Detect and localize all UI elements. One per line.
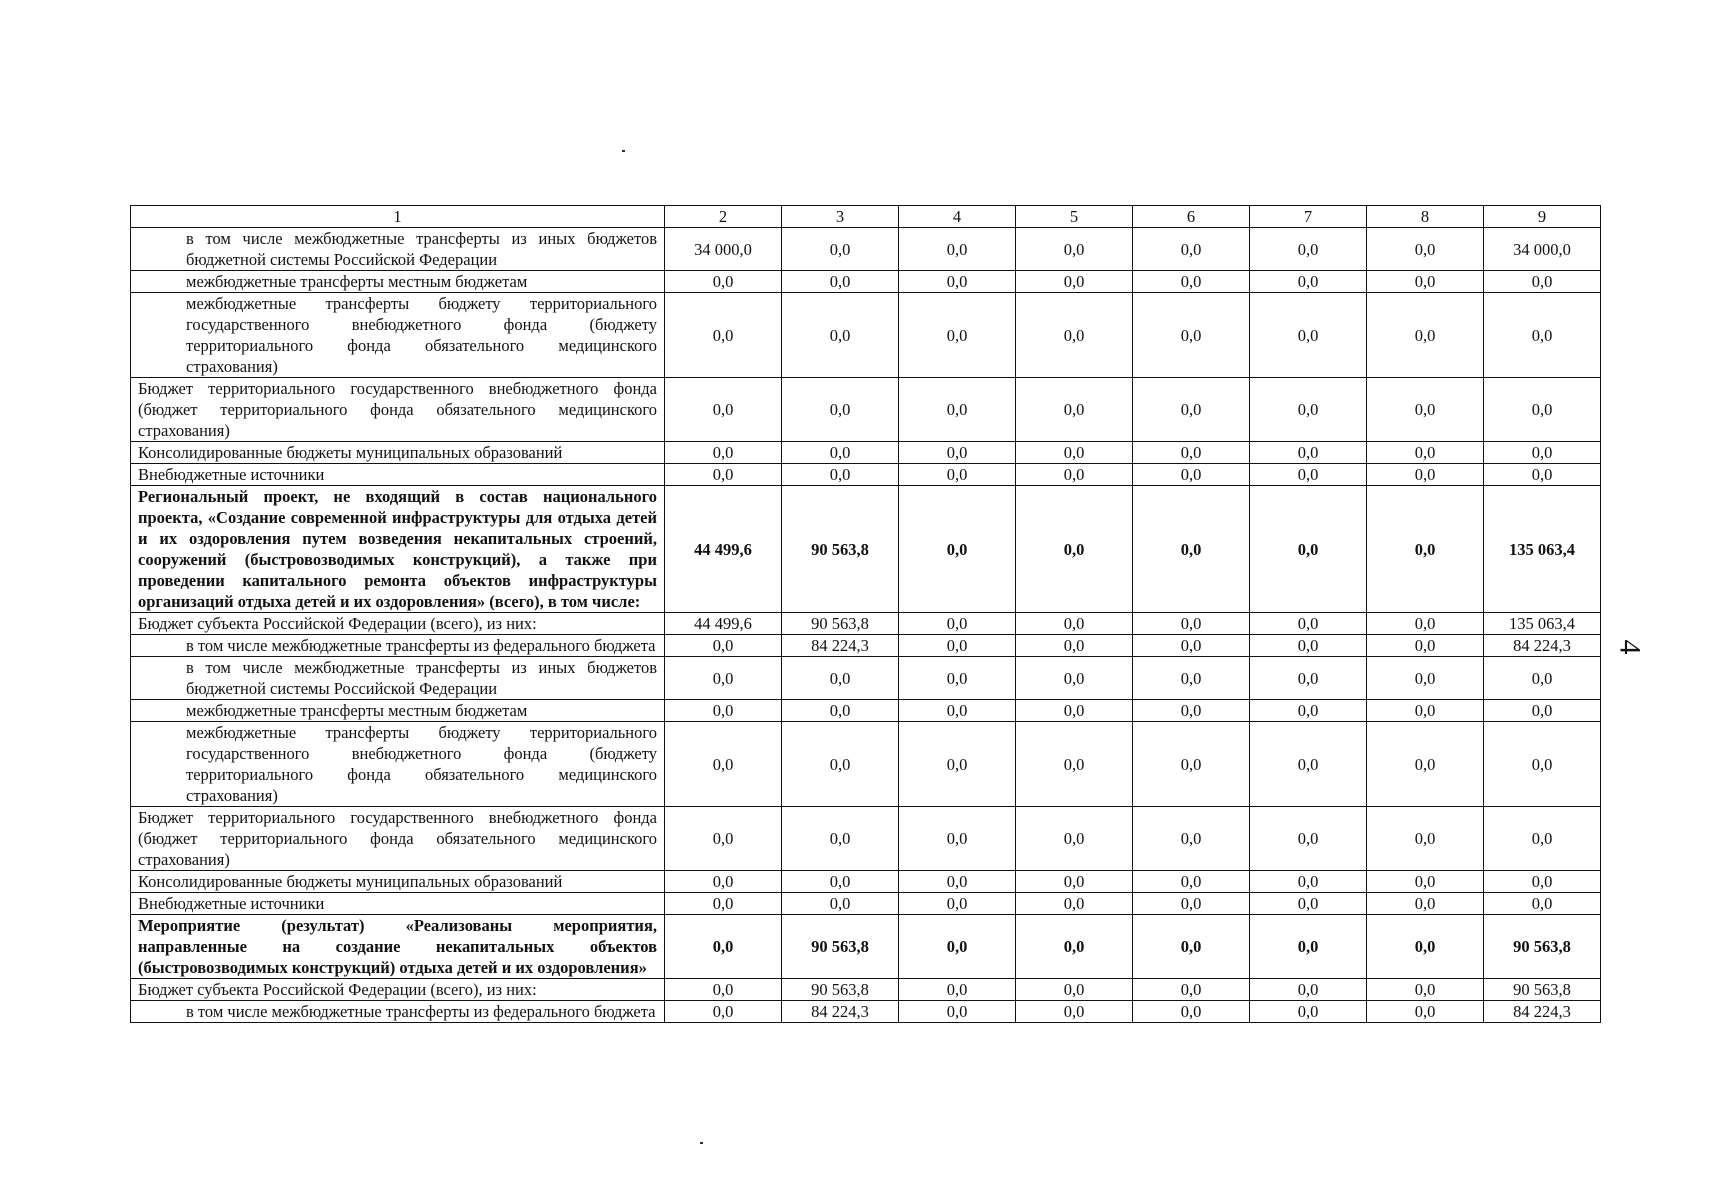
table-row	[131, 700, 1601, 722]
cell-value: 0,0	[1367, 228, 1484, 271]
cell-value: 0,0	[1016, 722, 1133, 807]
cell-value: 90 563,8	[1484, 979, 1601, 1001]
cell-value: 0,0	[1250, 871, 1367, 893]
cell-value: 0,0	[665, 635, 782, 657]
cell-value: 0,0	[1016, 893, 1133, 915]
cell-value: 0,0	[899, 915, 1016, 979]
cell-value: 0,0	[1016, 613, 1133, 635]
cell-value: 0,0	[1016, 442, 1133, 464]
cell-value: 0,0	[1484, 657, 1601, 700]
row-label: в том числе межбюджетные трансферты из федерального бюджета	[131, 1001, 665, 1023]
cell-value: 0,0	[1016, 293, 1133, 378]
table-row	[131, 464, 1601, 486]
table-row	[131, 722, 1601, 807]
column-header: 7	[1250, 206, 1367, 228]
cell-value: 0,0	[1367, 486, 1484, 613]
row-label: в том числе межбюджетные трансферты из иных бюджетов бюджетной системы Российской Федерации	[131, 228, 665, 271]
cell-value: 84 224,3	[782, 635, 899, 657]
table-body	[131, 206, 1601, 1023]
cell-value: 0,0	[1133, 293, 1250, 378]
cell-value: 0,0	[1367, 378, 1484, 442]
cell-value: 0,0	[899, 657, 1016, 700]
cell-value: 0,0	[899, 1001, 1016, 1023]
cell-value: 0,0	[1367, 464, 1484, 486]
row-label: Консолидированные бюджеты муниципальных образований	[131, 871, 665, 893]
cell-value: 0,0	[782, 871, 899, 893]
cell-value: 0,0	[1133, 378, 1250, 442]
column-header: 1	[131, 206, 665, 228]
cell-value: 0,0	[1250, 700, 1367, 722]
row-label: Бюджет субъекта Российской Федерации (всего), из них:	[131, 979, 665, 1001]
cell-value: 90 563,8	[782, 613, 899, 635]
cell-value: 135 063,4	[1484, 486, 1601, 613]
cell-value: 0,0	[1133, 635, 1250, 657]
column-header: 8	[1367, 206, 1484, 228]
table-row	[131, 871, 1601, 893]
row-label: Бюджет субъекта Российской Федерации (всего), из них:	[131, 613, 665, 635]
page-number: 4	[1613, 639, 1647, 655]
cell-value: 0,0	[1250, 464, 1367, 486]
cell-value: 0,0	[899, 700, 1016, 722]
cell-value: 0,0	[665, 293, 782, 378]
cell-value: 0,0	[782, 464, 899, 486]
cell-value: 0,0	[665, 442, 782, 464]
cell-value: 0,0	[1250, 979, 1367, 1001]
cell-value: 0,0	[1484, 271, 1601, 293]
cell-value: 44 499,6	[665, 486, 782, 613]
cell-value: 84 224,3	[1484, 635, 1601, 657]
cell-value: 0,0	[1133, 915, 1250, 979]
cell-value: 0,0	[1250, 378, 1367, 442]
cell-value: 0,0	[1133, 893, 1250, 915]
cell-value: 90 563,8	[782, 979, 899, 1001]
cell-value: 0,0	[1133, 722, 1250, 807]
cell-value: 0,0	[1133, 807, 1250, 871]
table-row	[131, 378, 1601, 442]
cell-value: 0,0	[665, 271, 782, 293]
cell-value: 34 000,0	[665, 228, 782, 271]
cell-value: 0,0	[665, 378, 782, 442]
cell-value: 0,0	[665, 893, 782, 915]
row-label: Бюджет территориального государственного внебюджетного фонда (бюджет территориального фонда обязательного медицинского страхования)	[131, 378, 665, 442]
cell-value: 0,0	[665, 657, 782, 700]
cell-value: 0,0	[1133, 271, 1250, 293]
cell-value: 0,0	[1484, 378, 1601, 442]
cell-value: 0,0	[1367, 442, 1484, 464]
cell-value: 0,0	[1133, 464, 1250, 486]
scan-speck	[622, 150, 625, 152]
cell-value: 0,0	[1133, 442, 1250, 464]
table-row	[131, 228, 1601, 271]
cell-value: 0,0	[1016, 700, 1133, 722]
table-row	[131, 807, 1601, 871]
row-label: Внебюджетные источники	[131, 464, 665, 486]
cell-value: 0,0	[899, 271, 1016, 293]
row-label: Бюджет территориального государственного внебюджетного фонда (бюджет территориального фонда обязательного медицинского страхования)	[131, 807, 665, 871]
budget-table	[130, 205, 1601, 1023]
column-header: 4	[899, 206, 1016, 228]
cell-value: 0,0	[1367, 293, 1484, 378]
cell-value: 0,0	[1484, 893, 1601, 915]
cell-value: 0,0	[1484, 871, 1601, 893]
cell-value: 0,0	[1250, 293, 1367, 378]
cell-value: 0,0	[782, 893, 899, 915]
cell-value: 0,0	[665, 700, 782, 722]
cell-value: 0,0	[1250, 228, 1367, 271]
cell-value: 0,0	[1016, 635, 1133, 657]
cell-value: 0,0	[1250, 442, 1367, 464]
scan-speck	[700, 1142, 703, 1144]
cell-value: 0,0	[782, 271, 899, 293]
cell-value: 0,0	[665, 915, 782, 979]
table-row	[131, 915, 1601, 979]
cell-value: 0,0	[665, 1001, 782, 1023]
cell-value: 0,0	[899, 442, 1016, 464]
cell-value: 90 563,8	[782, 915, 899, 979]
cell-value: 0,0	[1250, 893, 1367, 915]
cell-value: 0,0	[1250, 613, 1367, 635]
cell-value: 0,0	[1133, 979, 1250, 1001]
table-row	[131, 893, 1601, 915]
column-header: 5	[1016, 206, 1133, 228]
cell-value: 0,0	[665, 871, 782, 893]
cell-value: 0,0	[1016, 271, 1133, 293]
row-label: межбюджетные трансферты бюджету территориального государственного внебюджетного фонда (бюджету территориального фонда обязательного медицинского страхования)	[131, 722, 665, 807]
table-row	[131, 657, 1601, 700]
column-header: 6	[1133, 206, 1250, 228]
row-label: Консолидированные бюджеты муниципальных образований	[131, 442, 665, 464]
cell-value: 0,0	[1250, 1001, 1367, 1023]
cell-value: 0,0	[899, 807, 1016, 871]
cell-value: 0,0	[1367, 893, 1484, 915]
column-header: 9	[1484, 206, 1601, 228]
table-row	[131, 613, 1601, 635]
cell-value: 0,0	[1016, 657, 1133, 700]
cell-value: 0,0	[782, 722, 899, 807]
cell-value: 0,0	[1016, 486, 1133, 613]
cell-value: 0,0	[1016, 915, 1133, 979]
row-label: в том числе межбюджетные трансферты из федерального бюджета	[131, 635, 665, 657]
cell-value: 0,0	[1250, 635, 1367, 657]
cell-value: 0,0	[782, 293, 899, 378]
row-label: межбюджетные трансферты бюджету территориального государственного внебюджетного фонда (бюджету территориального фонда обязательного медицинского страхования)	[131, 293, 665, 378]
cell-value: 84 224,3	[782, 1001, 899, 1023]
cell-value: 0,0	[1367, 807, 1484, 871]
row-label: в том числе межбюджетные трансферты из иных бюджетов бюджетной системы Российской Федерации	[131, 657, 665, 700]
cell-value: 0,0	[665, 722, 782, 807]
cell-value: 0,0	[1133, 228, 1250, 271]
cell-value: 34 000,0	[1484, 228, 1601, 271]
row-label: Региональный проект, не входящий в состав национального проекта, «Создание современной инфраструктуры для отдыха детей и их оздоровления путем возведения некапитальных строений, сооружений (быстровозводимых конструкций), а также при проведении капитального ремонта объектов инфраструктуры организаций отдыха детей и их оздоровления» (всего), в том числе:	[131, 486, 665, 613]
cell-value: 0,0	[782, 442, 899, 464]
table-row	[131, 979, 1601, 1001]
cell-value: 0,0	[1133, 657, 1250, 700]
cell-value: 0,0	[899, 486, 1016, 613]
row-label: межбюджетные трансферты местным бюджетам	[131, 700, 665, 722]
cell-value: 0,0	[1016, 378, 1133, 442]
cell-value: 90 563,8	[1484, 915, 1601, 979]
cell-value: 0,0	[1016, 871, 1133, 893]
cell-value: 0,0	[1367, 657, 1484, 700]
table-row	[131, 635, 1601, 657]
cell-value: 0,0	[899, 871, 1016, 893]
cell-value: 0,0	[1250, 807, 1367, 871]
cell-value: 0,0	[1016, 979, 1133, 1001]
cell-value: 0,0	[1484, 700, 1601, 722]
cell-value: 0,0	[1016, 228, 1133, 271]
cell-value: 0,0	[782, 378, 899, 442]
row-label: Мероприятие (результат) «Реализованы мероприятия, направленные на создание некапитальных объектов (быстровозводимых конструкций) отдыха детей и их оздоровления»	[131, 915, 665, 979]
cell-value: 0,0	[1484, 464, 1601, 486]
header-row	[131, 206, 1601, 228]
cell-value: 0,0	[1133, 871, 1250, 893]
cell-value: 0,0	[1250, 271, 1367, 293]
cell-value: 0,0	[1367, 722, 1484, 807]
cell-value: 0,0	[1133, 613, 1250, 635]
cell-value: 0,0	[1133, 486, 1250, 613]
cell-value: 0,0	[1484, 722, 1601, 807]
cell-value: 0,0	[1250, 915, 1367, 979]
cell-value: 0,0	[899, 293, 1016, 378]
cell-value: 0,0	[1250, 722, 1367, 807]
cell-value: 84 224,3	[1484, 1001, 1601, 1023]
column-header: 3	[782, 206, 899, 228]
cell-value: 0,0	[1250, 657, 1367, 700]
table-row	[131, 1001, 1601, 1023]
cell-value: 0,0	[1367, 613, 1484, 635]
cell-value: 0,0	[665, 464, 782, 486]
cell-value: 0,0	[899, 635, 1016, 657]
cell-value: 0,0	[1016, 1001, 1133, 1023]
table-row	[131, 442, 1601, 464]
cell-value: 0,0	[665, 807, 782, 871]
cell-value: 0,0	[782, 807, 899, 871]
cell-value: 0,0	[1016, 807, 1133, 871]
cell-value: 0,0	[1484, 807, 1601, 871]
cell-value: 0,0	[899, 893, 1016, 915]
cell-value: 44 499,6	[665, 613, 782, 635]
cell-value: 135 063,4	[1484, 613, 1601, 635]
cell-value: 0,0	[782, 228, 899, 271]
table-row	[131, 486, 1601, 613]
cell-value: 0,0	[1367, 635, 1484, 657]
cell-value: 0,0	[1016, 464, 1133, 486]
cell-value: 0,0	[899, 464, 1016, 486]
cell-value: 0,0	[1367, 915, 1484, 979]
table-row	[131, 293, 1601, 378]
table-row	[131, 271, 1601, 293]
cell-value: 0,0	[1367, 1001, 1484, 1023]
cell-value: 0,0	[899, 228, 1016, 271]
cell-value: 0,0	[1367, 700, 1484, 722]
cell-value: 0,0	[1367, 271, 1484, 293]
cell-value: 0,0	[1250, 486, 1367, 613]
cell-value: 0,0	[1367, 979, 1484, 1001]
cell-value: 0,0	[1484, 293, 1601, 378]
cell-value: 0,0	[782, 657, 899, 700]
cell-value: 0,0	[1484, 442, 1601, 464]
cell-value: 0,0	[899, 613, 1016, 635]
column-header: 2	[665, 206, 782, 228]
cell-value: 0,0	[1367, 871, 1484, 893]
cell-value: 0,0	[1133, 1001, 1250, 1023]
cell-value: 0,0	[899, 979, 1016, 1001]
row-label: межбюджетные трансферты местным бюджетам	[131, 271, 665, 293]
cell-value: 0,0	[782, 700, 899, 722]
cell-value: 0,0	[1133, 700, 1250, 722]
row-label: Внебюджетные источники	[131, 893, 665, 915]
cell-value: 0,0	[899, 722, 1016, 807]
cell-value: 0,0	[899, 378, 1016, 442]
cell-value: 90 563,8	[782, 486, 899, 613]
cell-value: 0,0	[665, 979, 782, 1001]
